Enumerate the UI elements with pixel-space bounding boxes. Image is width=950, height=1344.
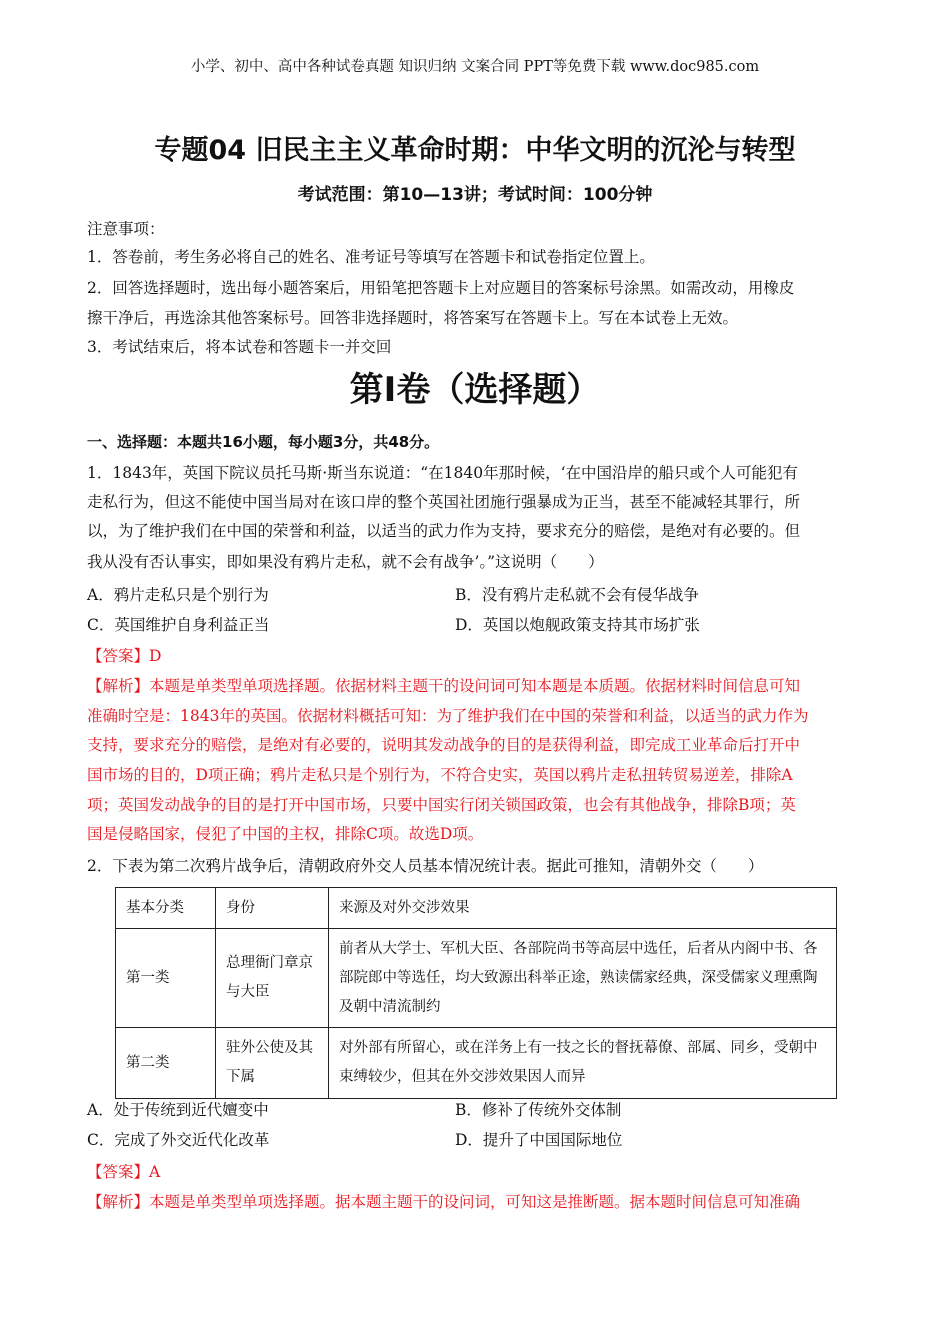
table-cell: 驻外公使及其下属	[216, 1028, 329, 1099]
q1-option-c: C．英国维护自身利益正当	[87, 616, 270, 634]
q2-option-a: A．处于传统到近代嬗变中	[87, 1101, 269, 1119]
q2-answer: 【答案】A	[87, 1163, 161, 1181]
q1-analysis-line: 国市场的目的，D项正确；鸦片走私只是个别行为，不符合史实，英国以鸦片走私扭转贸易逆差，排除A	[87, 766, 793, 784]
table-row	[116, 1028, 837, 1099]
table-cell: 第二类	[116, 1028, 216, 1099]
q1-option-b: B．没有鸦片走私就不会有侵华战争	[455, 586, 699, 604]
table-header: 身份	[216, 888, 329, 929]
section-heading: 一、选择题：本题共16小题，每小题3分，共48分。	[87, 433, 440, 451]
table-cell: 总理衙门章京与大臣	[216, 929, 329, 1028]
notes-heading: 注意事项：	[87, 220, 165, 238]
q1-stem-line: 走私行为，但这不能使中国当局对在该口岸的整个英国社团施行强暴成为正当，甚至不能减轻其罪行，所	[87, 493, 801, 511]
note-line: 2．回答选择题时，选出每小题答案后，用铅笔把答题卡上对应题目的答案标号涂黑。如需改动，用橡皮	[87, 279, 795, 297]
q1-analysis-line: 国是侵略国家，侵犯了中国的主权，排除C项。故选D项。	[87, 825, 484, 843]
table-header: 来源及对外交涉效果	[329, 888, 837, 929]
q2-table	[115, 887, 837, 1099]
q1-analysis-line: 准确时空是：1843年的英国。依据材料概括可知：为了维护我们在中国的荣誉和利益，以适当的武力作为	[87, 707, 809, 725]
q1-stem-line: 以，为了维护我们在中国的荣誉和利益，以适当的武力作为支持，要求充分的赔偿，是绝对有必要的。但	[87, 522, 801, 540]
table-header-row	[116, 888, 837, 929]
q2-option-b: B．修补了传统外交体制	[455, 1101, 622, 1119]
q1-analysis-line: 项；英国发动战争的目的是打开中国市场，只要中国实行闭关锁国政策，也会有其他战争，排除B项；英	[87, 796, 796, 814]
doc-subtitle: 考试范围：第10—13讲；考试时间：100分钟	[297, 185, 653, 205]
q1-option-a: A．鸦片走私只是个别行为	[87, 586, 269, 604]
page-header: 小学、初中、高中各种试卷真题 知识归纳 文案合同 PPT等免费下载 www.doc985.com	[190, 59, 760, 75]
table-cell: 前者从大学士、军机大臣、各部院尚书等高层中选任，后者从内阁中书、各部院郎中等选任，均大致源出科举正途，熟读儒家经典，深受儒家义理熏陶及朝中清流制约	[329, 929, 837, 1028]
doc-title: 专题04 旧民主主义革命时期：中华文明的沉沦与转型	[154, 135, 796, 166]
table-header: 基本分类	[116, 888, 216, 929]
q2-stem: 2．下表为第二次鸦片战争后，清朝政府外交人员基本情况统计表。据此可推知，清朝外交（ ）	[87, 857, 764, 875]
q1-stem-line: 1．1843年，英国下院议员托马斯·斯当东说道：“在1840年那时候，‘在中国沿岸的船只或个人可能犯有	[87, 464, 799, 482]
q1-answer: 【答案】D	[87, 647, 162, 665]
q2-option-d: D．提升了中国国际地位	[455, 1131, 623, 1149]
table-cell: 第一类	[116, 929, 216, 1028]
q2-option-c: C．完成了外交近代化改革	[87, 1131, 270, 1149]
q1-analysis-line: 【解析】本题是单类型单项选择题。依据材料主题干的设问词可知本题是本质题。依据材料时间信息可知	[87, 677, 801, 695]
table-row	[116, 929, 837, 1028]
table-cell: 对外部有所留心，或在洋务上有一技之长的督抚幕僚、部属、同乡，受朝中束缚较少，但其在外交涉效果因人而异	[329, 1028, 837, 1099]
q2-analysis: 【解析】本题是单类型单项选择题。据本题主题干的设问词，可知这是推断题。据本题时间信息可知准确	[87, 1193, 801, 1211]
note-line: 擦干净后，再选涂其他答案标号。回答非选择题时，将答案写在答题卡上。写在本试卷上无效。	[87, 309, 739, 327]
q1-stem-line: 我从没有否认事实，即如果没有鸦片走私，就不会有战争’。”这说明（ ）	[87, 553, 604, 571]
q1-analysis-line: 支持，要求充分的赔偿，是绝对有必要的，说明其发动战争的目的是获得利益，即完成工业革命后打开中	[87, 736, 801, 754]
note-line: 1．答卷前，考生务必将自己的姓名、准考证号等填写在答题卡和试卷指定位置上。	[87, 248, 655, 266]
q1-option-d: D．英国以炮舰政策支持其市场扩张	[455, 616, 700, 634]
note-line: 3．考试结束后，将本试卷和答题卡一并交回	[87, 338, 392, 356]
part-title: 第I卷（选择题）	[349, 370, 601, 410]
